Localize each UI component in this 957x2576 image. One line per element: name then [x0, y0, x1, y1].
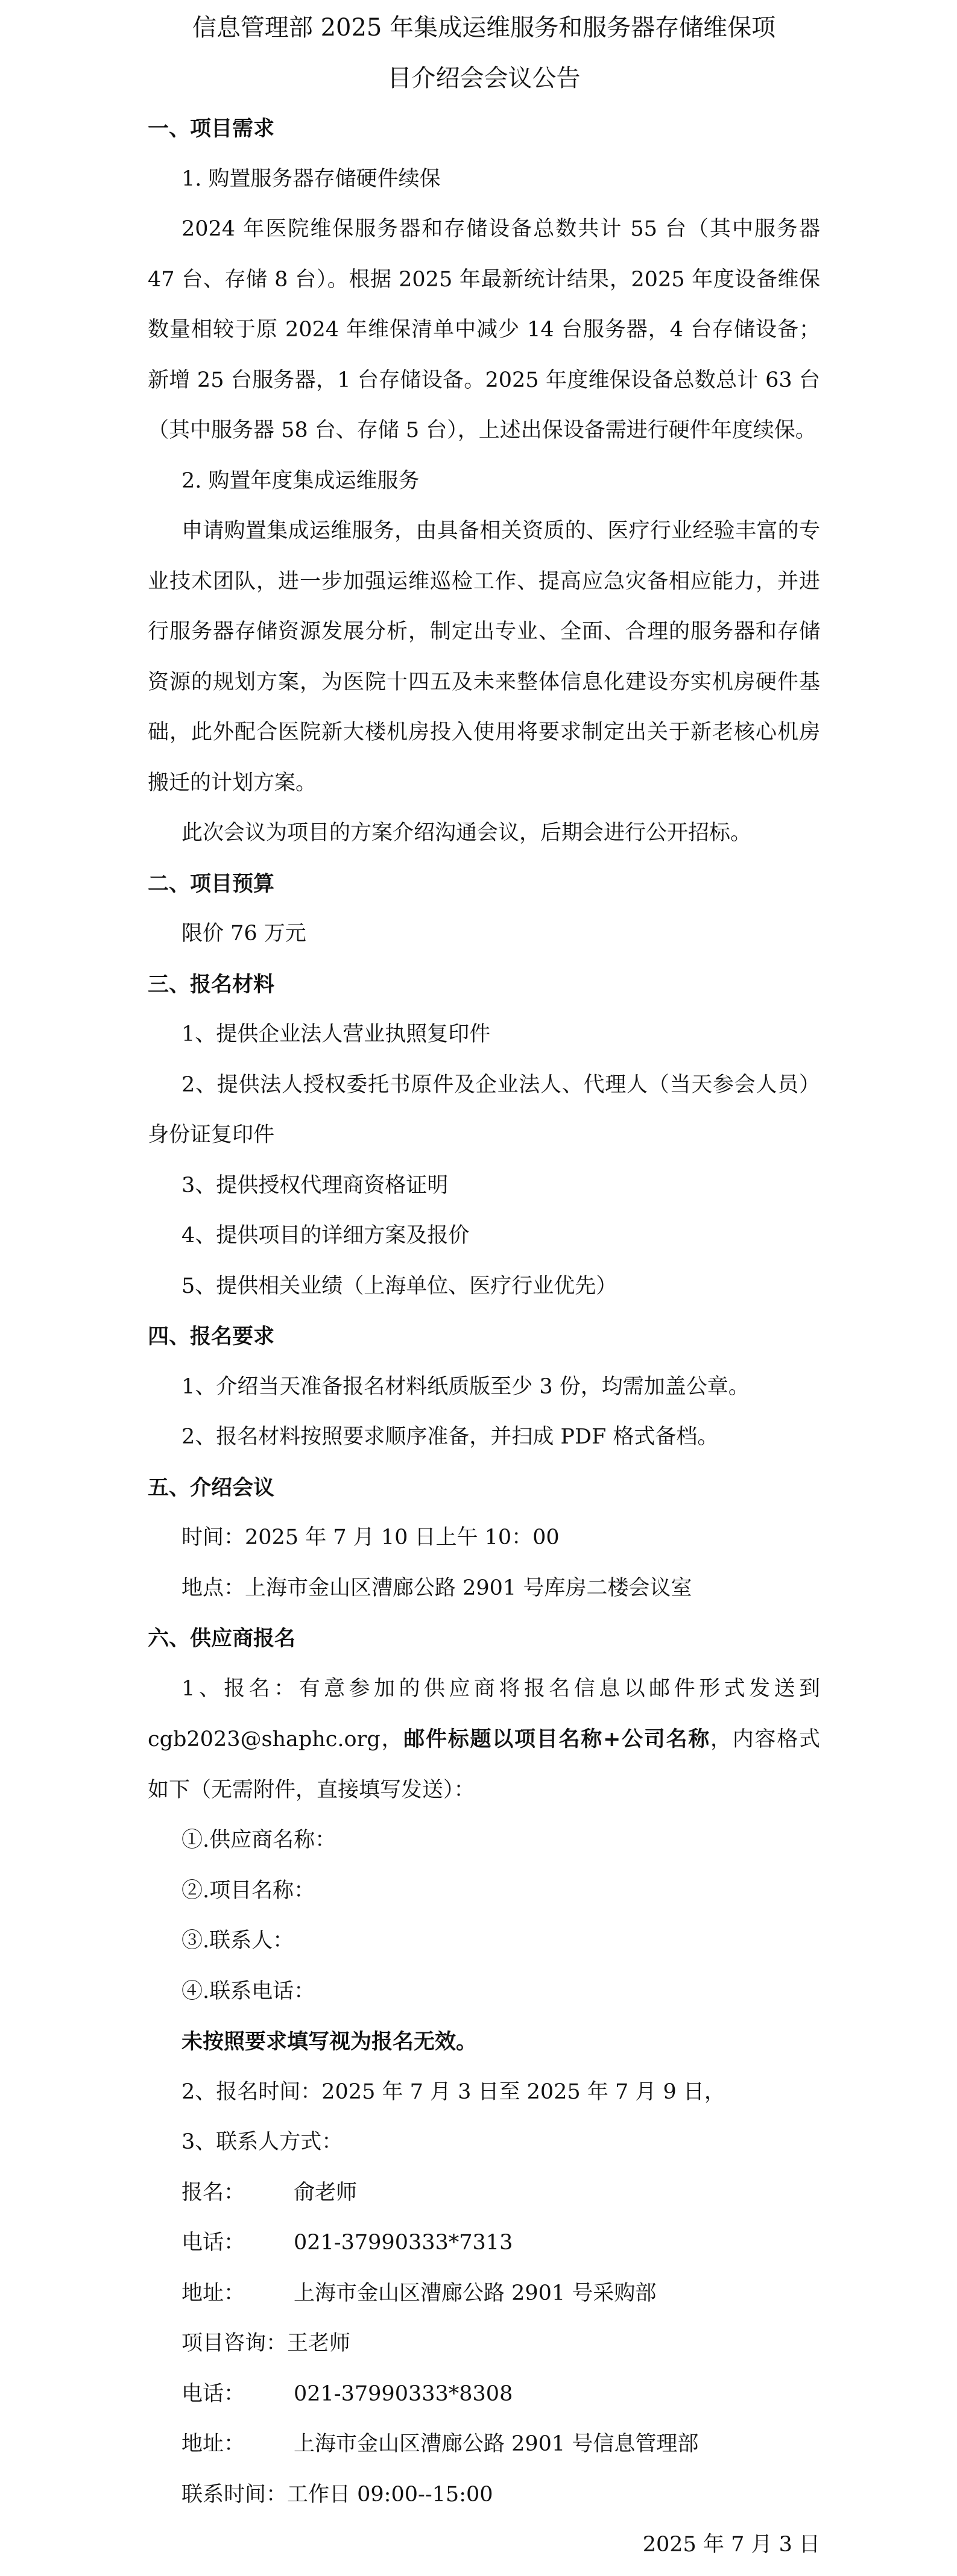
- signup-intro-text: 1、报名：有意参加的供应商将报名信息以邮件形式发送到 cgb2023@shaphc.org，: [148, 1676, 820, 1751]
- contact-phone-1-row: [148, 2218, 820, 2269]
- requirement-list-item: 1、介绍当天准备报名材料纸质版至少 3 份，均需加盖公章。: [182, 1374, 750, 1399]
- contact-consult-label: 项目咨询：: [182, 2331, 288, 2355]
- signup-instructions: [148, 1664, 820, 1816]
- signup-field-contact-person: ③.联系人：: [182, 1929, 294, 1953]
- announcement-document: [148, 0, 820, 2571]
- signup-bold-text: 邮件标题以项目名称+公司名称: [403, 1727, 710, 1751]
- contact-address-1-label: 地址：: [182, 2281, 245, 2305]
- signup-field-project-name: ②.项目名称：: [182, 1878, 315, 1903]
- material-item: 4、提供项目的详细方案及报价: [182, 1224, 470, 1248]
- contact-hours-row: [148, 2470, 820, 2521]
- requirement-item-2-title: 2. 购置年度集成运维服务: [182, 468, 420, 493]
- meeting-place: 地点：上海市金山区漕廊公路 2901 号库房二楼会议室: [182, 1575, 692, 1600]
- contact-hours-value: 工作日 09:00--15:00: [287, 2482, 493, 2507]
- contact-hours-label: 联系时间：: [182, 2482, 288, 2507]
- contact-signup-value: 俞老师: [294, 2180, 358, 2205]
- contact-address-1-value: 上海市金山区漕廊公路 2901 号采购部: [294, 2281, 657, 2305]
- contact-phone-2-row: [148, 2369, 820, 2420]
- contact-address-2-label: 地址：: [182, 2432, 245, 2456]
- section-heading-materials: 三、报名材料: [148, 972, 275, 997]
- contact-phone-1-value: 021-37990333*7313: [294, 2231, 513, 2255]
- material-item: 1、提供企业法人营业执照复印件: [182, 1022, 491, 1046]
- section-heading-requirements: 一、项目需求: [148, 116, 275, 141]
- signup-field-contact-phone: ④.联系电话：: [182, 1979, 315, 2003]
- material-item: 2、提供法人授权委托书原件及企业法人、代理人（当天参会人员）身份证复印件: [148, 1072, 820, 1147]
- meeting-time: 时间：2025 年 7 月 10 日上午 10：00: [182, 1525, 560, 1550]
- section-heading-signup-requirements: 四、报名要求: [148, 1324, 275, 1349]
- contact-signup-label: 报名：: [182, 2180, 245, 2205]
- title-line-1: 信息管理部 2025 年集成运维服务和服务器存储维保项: [192, 14, 776, 42]
- section-heading-supplier-signup: 六、供应商报名: [148, 1626, 296, 1651]
- requirement-item-1-title: 1. 购置服务器存储硬件续保: [182, 166, 441, 191]
- contact-address-2-row: [148, 2419, 820, 2470]
- contact-phone-2-value: 021-37990333*8308: [294, 2381, 513, 2406]
- signup-time: 2、报名时间：2025 年 7 月 3 日至 2025 年 7 月 9 日，: [182, 2079, 725, 2104]
- signup-rest-text: ，内容格式如下（无需附件，直接填写发送）：: [148, 1727, 820, 1802]
- contact-phone-1-label: 电话：: [182, 2231, 245, 2255]
- section-heading-budget: 二、项目预算: [148, 871, 275, 896]
- budget-value: 限价 76 万元: [182, 922, 306, 946]
- title-line-2: 目介绍会会议公告: [387, 64, 581, 92]
- requirement-list-item: 2、报名材料按照要求顺序准备，并扫成 PDF 格式备档。: [182, 1425, 719, 1449]
- contact-phone-2-label: 电话：: [182, 2381, 245, 2406]
- requirement-item-2-paragraph: 申请购置集成运维服务，由具备相关资质的、医疗行业经验丰富的专业技术团队，进一步加强运维巡检工作、提高应急灾备相应能力，并进行服务器存储资源发展分析，制定出专业、全面、合理的服务器和存储资源的规划方案，为医院十四五及未来整体信息化建设夯实机房硬件基础，此外配合医院新大楼机房投入使用将要求制定出关于新老核心机房搬迁的计划方案。: [148, 519, 820, 795]
- meeting-note: 此次会议为项目的方案介绍沟通会议，后期会进行公开招标。: [182, 821, 752, 845]
- document-date: 2025 年 7 月 3 日: [642, 2533, 820, 2557]
- signup-field-supplier-name: ①.供应商名称：: [182, 1828, 336, 1852]
- contact-signup-row: [148, 2168, 820, 2219]
- requirement-item-1-paragraph: 2024 年医院维保服务器和存储设备总数共计 55 台（其中服务器 47 台、存储 8 台）。根据 2025 年最新统计结果，2025 年度设备维保数量相较于原 2024 年维保清单中减少 14 台服务器，4 台存储设备；新增 25 台服务器，1 台存储设备。2025 年度维保设备总数总计 63 台（其中服务器 58 台、存储 5 台），上述出保设备需进行硬件年度续保。: [148, 217, 820, 442]
- material-item: 3、提供授权代理商资格证明: [182, 1173, 449, 1198]
- section-heading-meeting: 五、介绍会议: [148, 1475, 275, 1500]
- invalid-signup-note: 未按照要求填写视为报名无效。: [182, 2029, 478, 2054]
- contact-consult-row: [148, 2319, 820, 2369]
- contact-address-2-value: 上海市金山区漕廊公路 2901 号信息管理部: [294, 2432, 699, 2456]
- document-title: [148, 0, 820, 104]
- contact-title: 3、联系人方式：: [182, 2130, 343, 2154]
- contact-consult-value: 王老师: [287, 2331, 351, 2355]
- contact-address-1-row: [148, 2269, 820, 2319]
- material-item: 5、提供相关业绩（上海单位、医疗行业优先）: [182, 1274, 617, 1298]
